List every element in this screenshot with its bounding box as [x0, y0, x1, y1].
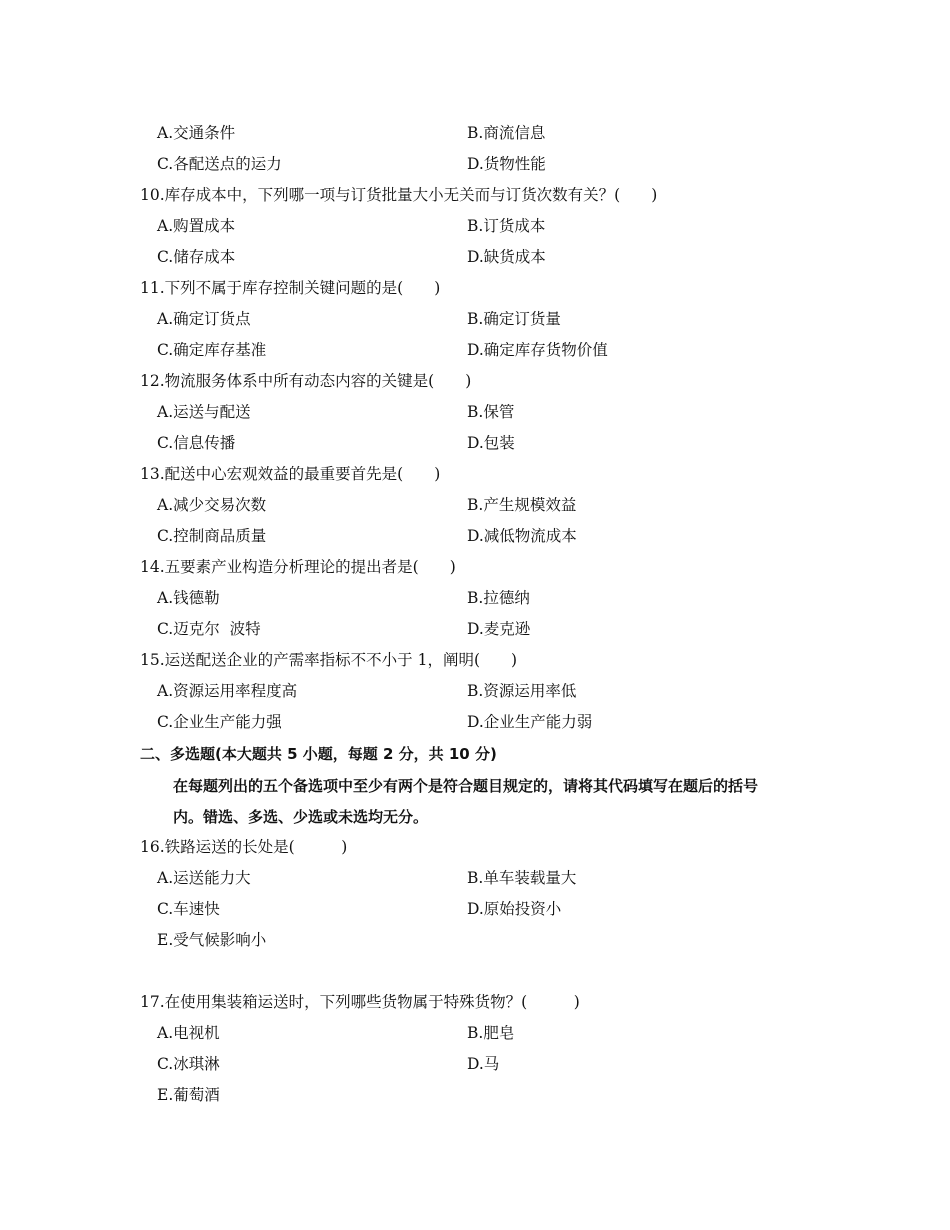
- q11-stem: 11.下列不属于库存控制关键问题的是( ): [140, 279, 441, 297]
- q16-stem: 16.铁路运送的长处是( ): [140, 838, 348, 856]
- q10-option-b: B.订货成本: [467, 217, 546, 235]
- q13-option-c: C.控制商品质量: [157, 527, 267, 545]
- q12-option-b: B.保管: [467, 403, 515, 421]
- q16-option-e: E.受气候影响小: [157, 931, 267, 949]
- q14-option-d: D.麦克逊: [467, 620, 531, 638]
- q13-option-a: A.减少交易次数: [157, 496, 267, 514]
- q12-stem: 12.物流服务体系中所有动态内容的关键是( ): [140, 372, 472, 390]
- q10-stem: 10.库存成本中，下列哪一项与订货批量大小无关而与订货次数有关？( ): [140, 186, 658, 204]
- q13-option-d: D.减低物流成本: [467, 527, 577, 545]
- q12-option-d: D.包装: [467, 434, 515, 452]
- q12-option-c: C.信息传播: [157, 434, 236, 452]
- q17-option-b: B.肥皂: [467, 1024, 515, 1042]
- q16-option-c: C.车速快: [157, 900, 220, 918]
- q11-option-d: D.确定库存货物价值: [467, 341, 608, 359]
- q11-option-b: B.确定订货量: [467, 310, 561, 328]
- q10-option-a: A.购置成本: [157, 217, 236, 235]
- q11-option-a: A.确定订货点: [157, 310, 251, 328]
- q17-option-e: E.葡萄酒: [157, 1086, 220, 1104]
- section-instruction-line-2: 内。错选、多选、少选或未选均无分。: [173, 808, 429, 826]
- q12-option-a: A.运送与配送: [157, 403, 251, 421]
- q13-option-b: B.产生规模效益: [467, 496, 577, 514]
- q14-option-b: B.拉德纳: [467, 589, 530, 607]
- q11-option-c: C.确定库存基准: [157, 341, 267, 359]
- q9-option-a: A.交通条件: [157, 124, 236, 142]
- q15-option-b: B.资源运用率低: [467, 682, 577, 700]
- q10-option-d: D.缺货成本: [467, 248, 546, 266]
- q9-option-c: C.各配送点的运力: [157, 155, 282, 173]
- q16-option-b: B.单车装载量大: [467, 869, 577, 887]
- section-heading: 二、多选题(本大题共 5 小题，每题 2 分，共 10 分): [140, 745, 497, 763]
- section-instruction-line-1: 在每题列出的五个备选项中至少有两个是符合题目规定的，请将其代码填写在题后的括号: [173, 777, 759, 795]
- q15-stem: 15.运送配送企业的产需率指标不不小于 1，阐明( ): [140, 651, 518, 669]
- q16-option-d: D.原始投资小: [467, 900, 562, 918]
- q17-option-d: D.马: [467, 1055, 500, 1073]
- q15-option-a: A.资源运用率程度高: [157, 682, 298, 700]
- q9-option-d: D.货物性能: [467, 155, 546, 173]
- q14-option-c: C.迈克尔 波特: [157, 620, 261, 638]
- q15-option-c: C.企业生产能力强: [157, 713, 282, 731]
- q10-option-c: C.储存成本: [157, 248, 236, 266]
- q16-option-a: A.运送能力大: [157, 869, 251, 887]
- q14-stem: 14.五要素产业构造分析理论的提出者是( ): [140, 558, 456, 576]
- q17-stem: 17.在使用集装箱运送时，下列哪些货物属于特殊货物？( ): [140, 993, 580, 1011]
- q17-option-a: A.电视机: [157, 1024, 220, 1042]
- q15-option-d: D.企业生产能力弱: [467, 713, 593, 731]
- q9-option-b: B.商流信息: [467, 124, 546, 142]
- q17-option-c: C.冰琪淋: [157, 1055, 220, 1073]
- q13-stem: 13.配送中心宏观效益的最重要首先是( ): [140, 465, 441, 483]
- q14-option-a: A.钱德勒: [157, 589, 220, 607]
